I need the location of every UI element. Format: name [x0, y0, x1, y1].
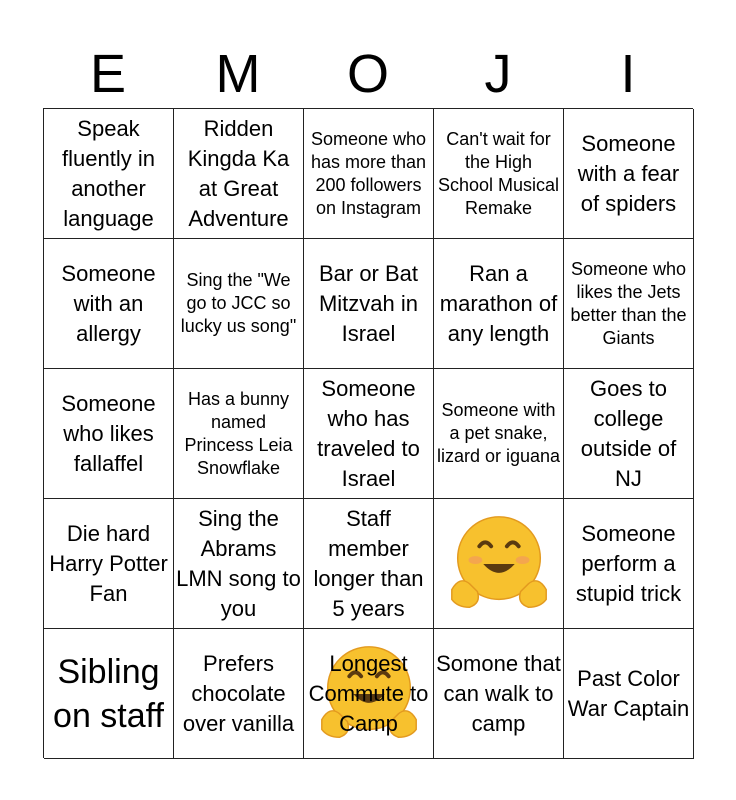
cell-text: Has a bunny named Princess Leia Snowflake — [184, 388, 293, 478]
cell-text: Someone who likes fallaffel — [61, 390, 156, 476]
bingo-grid — [43, 108, 693, 758]
bingo-cell[interactable] — [564, 369, 694, 499]
cell-text: Bar or Bat Mitzvah in Israel — [318, 260, 419, 346]
bingo-cell[interactable] — [44, 629, 174, 759]
cell-text: Can't wait for the High School Musical Remake — [437, 128, 560, 218]
cell-text: Sing the "We go to JCC so lucky us song" — [180, 270, 297, 336]
cell-text: Ran a marathon of any length — [439, 260, 558, 346]
bingo-cell[interactable] — [174, 369, 304, 499]
bingo-cell[interactable] — [564, 629, 694, 759]
bingo-cell[interactable] — [174, 629, 304, 759]
bingo-cell[interactable] — [174, 109, 304, 239]
bingo-cell[interactable] — [174, 499, 304, 629]
cell-text: Someone who has traveled to Israel — [317, 375, 420, 491]
bingo-cell[interactable] — [434, 239, 564, 369]
hugging-face-emoji-icon — [434, 499, 563, 628]
bingo-cell[interactable] — [434, 629, 564, 759]
bingo-cell[interactable] — [304, 499, 434, 629]
cell-text: Goes to college outside of NJ — [580, 375, 677, 491]
bingo-header — [43, 40, 693, 108]
bingo-cell[interactable] — [304, 629, 434, 759]
bingo-cell[interactable] — [564, 499, 694, 629]
bingo-cell[interactable] — [304, 239, 434, 369]
cell-text: Ridden Kingda Ka at Great Adventure — [187, 115, 290, 231]
bingo-cell[interactable] — [564, 239, 694, 369]
cell-text: Someone perform a stupid trick — [575, 520, 682, 606]
bingo-cell[interactable] — [174, 239, 304, 369]
bingo-cell[interactable] — [44, 109, 174, 239]
bingo-cell[interactable] — [434, 109, 564, 239]
cell-text: Someone with an allergy — [61, 260, 156, 346]
bingo-cell[interactable] — [44, 499, 174, 629]
cell-text: Past Color War Captain — [567, 665, 690, 721]
cell-text: Someone who likes the Jets better than the Giants — [570, 258, 687, 348]
header-letter-e: E — [89, 44, 127, 104]
bingo-cell[interactable] — [434, 369, 564, 499]
cell-text: Sing the Abrams LMN song to you — [176, 505, 301, 621]
header-letter-m: M — [215, 44, 261, 104]
header-letter-j: J — [484, 44, 512, 104]
cell-text: Speak fluently in another language — [62, 115, 155, 231]
cell-text: Somone that can walk to camp — [436, 650, 561, 736]
cell-text: Longest Commute to Camp — [308, 650, 429, 736]
cell-text: Prefers chocolate over vanilla — [182, 650, 295, 736]
bingo-cell[interactable] — [44, 239, 174, 369]
cell-text: Someone who has more than 200 followers on Instagram — [310, 128, 427, 218]
cell-text: Someone with a fear of spiders — [577, 130, 680, 216]
cell-text: Someone with a pet snake, lizard or iguana — [436, 400, 561, 466]
header-letter-i: I — [620, 44, 636, 104]
cell-text: Sibling on staff — [53, 652, 164, 735]
bingo-cell[interactable] — [304, 369, 434, 499]
free-space-cell[interactable] — [434, 499, 564, 629]
cell-text: Staff member longer than 5 years — [313, 505, 424, 621]
header-letter-o: O — [346, 44, 389, 104]
bingo-cell[interactable] — [304, 109, 434, 239]
bingo-cell[interactable] — [564, 109, 694, 239]
cell-text: Die hard Harry Potter Fan — [49, 520, 168, 606]
bingo-cell[interactable] — [44, 369, 174, 499]
